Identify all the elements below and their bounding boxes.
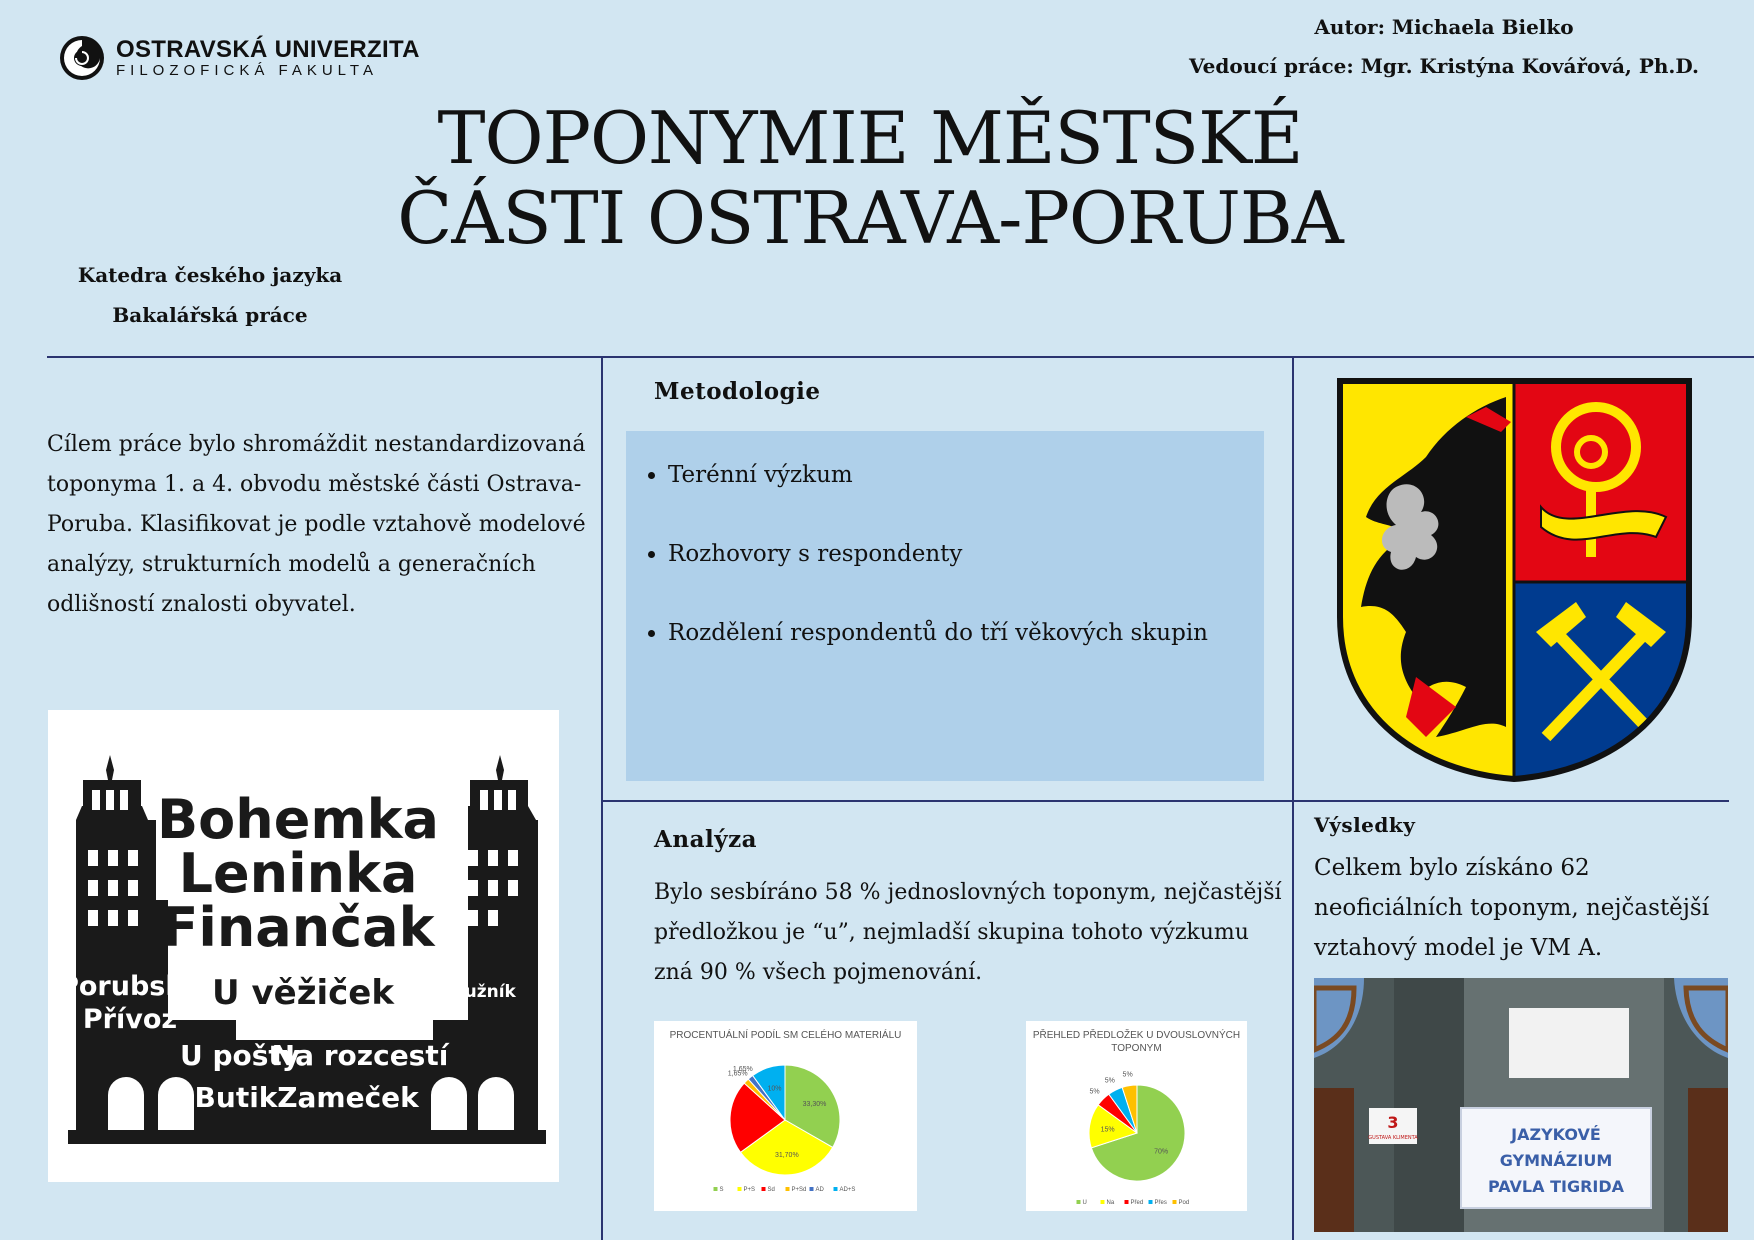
pie-label: 15% [1100, 1126, 1115, 1134]
legend-swatch [1125, 1200, 1129, 1204]
toponym-porubsky: Porubský [59, 971, 201, 1002]
analysis-heading: Analýza [654, 826, 758, 853]
legend-entry: Na [1106, 1200, 1115, 1206]
legend-swatch [738, 1187, 742, 1191]
legend-entry: AD+S [839, 1187, 856, 1193]
methodology-item: • Rozdělení respondentů do tří věkových skupin [668, 617, 1264, 649]
legend-swatch [1077, 1200, 1081, 1204]
pie-chart-sm [654, 1021, 917, 1211]
column-divider-left [601, 356, 603, 1240]
house-number: 3 [1387, 1113, 1399, 1132]
street-name: GUSTAVA KLIMENTA [1368, 1135, 1418, 1141]
pie-label: 5% [1089, 1088, 1100, 1096]
toponym-privoz: Přívoz [82, 1004, 178, 1035]
toponym-leninka: Leninka [178, 842, 418, 905]
department-block [60, 255, 360, 335]
legend-swatch [1149, 1200, 1153, 1204]
title-line-2: ČÁSTI OSTRAVA-PORUBA [397, 176, 1343, 260]
toponym-bohemka: Bohemka [157, 788, 439, 851]
toponym-financak: Finančak [161, 896, 435, 959]
pie-label: 5% [1104, 1077, 1115, 1085]
legend-entry: Přes [1154, 1200, 1167, 1206]
methodology-heading: Metodologie [654, 378, 821, 405]
column-divider-right [1292, 356, 1294, 1240]
toponym-butik: Butik [194, 1081, 278, 1114]
pie-label: 31,70% [774, 1152, 799, 1160]
legend-entry: S [719, 1187, 724, 1193]
coat-of-arms [1336, 377, 1693, 782]
author-block [1164, 8, 1724, 86]
legend-swatch [714, 1187, 718, 1191]
methodology-item: • Terénní výzkum [668, 459, 1264, 491]
legend-swatch [1173, 1200, 1177, 1204]
row-divider [601, 800, 1729, 802]
methodology-list [626, 431, 1264, 649]
legend-swatch [1101, 1200, 1105, 1204]
toponyms-illustration [48, 710, 559, 1182]
toponym-u-posty: U pošty [179, 1039, 301, 1072]
sign-line-3: PAVLA TIGRIDA [1487, 1177, 1625, 1196]
legend-swatch [762, 1187, 766, 1191]
pie-chart-prepositions [1026, 1021, 1247, 1211]
sign-line-1: JAZYKOVÉ [1511, 1125, 1601, 1144]
university-logo [58, 34, 420, 82]
toponym-u-vezicek: U věžiček [212, 973, 394, 1013]
coat-of-arms-icon [1336, 377, 1693, 782]
methodology-box [626, 431, 1264, 781]
author-name: Autor: Michaela Bielko [1314, 15, 1574, 39]
legend-entry: Sd [767, 1187, 775, 1193]
school-photo [1314, 978, 1728, 1232]
department-name: Katedra českého jazyka [77, 263, 343, 287]
sign-line-2: GYMNÁZIUM [1499, 1151, 1613, 1170]
toponyms-image [48, 710, 559, 1182]
legend-entry: U [1082, 1200, 1087, 1206]
chart-title: PŘEHLED PŘEDLOŽEK U DVOUSLOVNÝCH TOPONYM [1032, 1030, 1241, 1054]
legend-entry: P+Sd [791, 1187, 807, 1193]
intro-text: Cílem práce bylo shromáždit nestandardizovaná toponyma 1. a 4. obvodu městské části Ostrava-Poruba. Klasifikovat je podle vztahově modelové analýzy, strukturních modelů a generačních odlišností znalosti obyvatel. [47, 432, 586, 617]
school-entrance-illustration [1314, 978, 1728, 1232]
analysis-text: Bylo sesbíráno 58 % jednoslovných toponym, nejčastější předložkou je “u”, nejmladší skupina tohoto výzkumu zná 90 % všech pojmenování. [654, 880, 1282, 985]
supervisor-name: Vedoucí práce: Mgr. Kristýna Kovářová, Ph.D. [1189, 54, 1699, 78]
pie-label: 33,30% [802, 1100, 827, 1108]
legend-entry: P+S [743, 1187, 756, 1193]
methodology-item: • Rozhovory s respondenty [668, 538, 1264, 570]
legend-entry: Před [1130, 1200, 1144, 1206]
pie-label: 10% [767, 1085, 782, 1093]
legend-swatch [834, 1187, 838, 1191]
logo-university-name: OSTRAVSKÁ UNIVERZITA [116, 36, 420, 63]
pie-label: 70% [1154, 1148, 1169, 1156]
logo-faculty-name: FILOZOFICKÁ FAKULTA [116, 62, 378, 79]
legend-swatch [810, 1187, 814, 1191]
thesis-type: Bakalářská práce [112, 303, 308, 327]
pie-label: 1,65% [727, 1070, 748, 1078]
results-text: Celkem bylo získáno 62 neoficiálních toponym, nejčastější vztahový model je VM A. [1314, 855, 1710, 961]
pie-label: 1,65% [732, 1065, 753, 1073]
poster-title [300, 98, 1440, 258]
chart-title: PROCENTUÁLNÍ PODÍL SM CELÉHO MATERIÁLU [669, 1030, 902, 1041]
university-logo-icon [58, 34, 106, 82]
legend-entry: AD [815, 1187, 824, 1193]
results-heading: Výsledky [1314, 813, 1416, 837]
pie-label: 5% [1122, 1071, 1133, 1079]
legend-entry: Pod [1178, 1200, 1190, 1206]
legend-swatch [786, 1187, 790, 1191]
toponym-labuznik: Labužník [430, 982, 516, 1002]
toponym-na-rozcesti: Na rozcestí [271, 1039, 449, 1072]
header-divider [47, 356, 1754, 358]
toponym-zamecek: Zameček [277, 1081, 419, 1114]
title-line-1: TOPONYMIE MĚSTSKÉ [437, 96, 1303, 180]
